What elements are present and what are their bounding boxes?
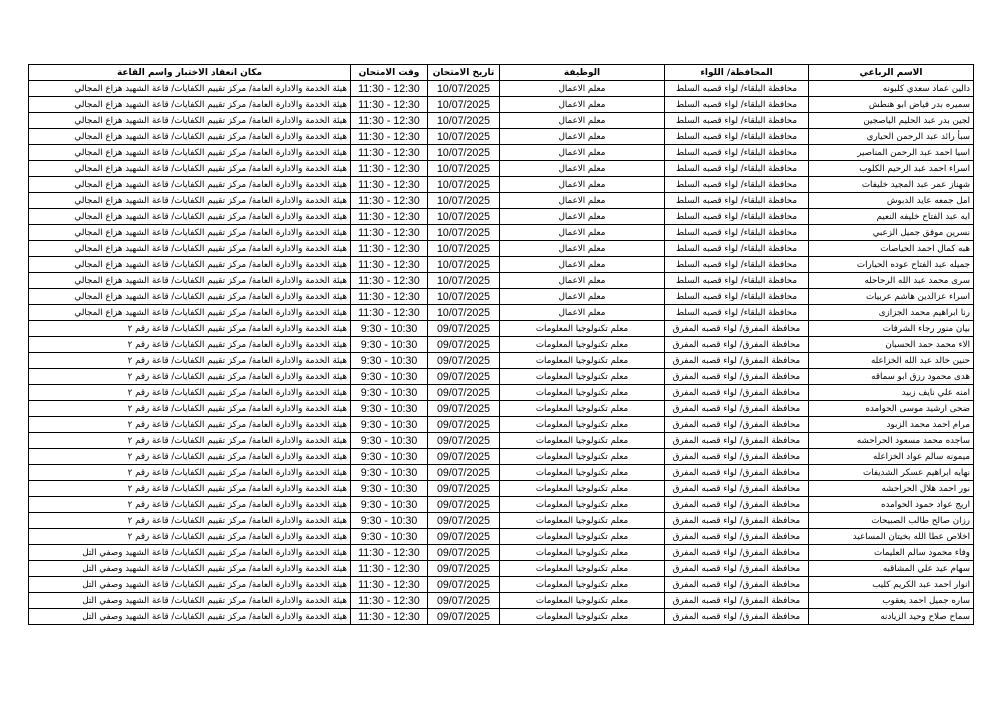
cell-exam-time: 9:30 - 10:30 [351, 481, 428, 497]
cell-name: نهايه ابراهيم عسكر الشديفات [809, 465, 974, 481]
cell-governorate: محافظة البلقاء/ لواء قصبه السلط [665, 113, 809, 129]
table-row [29, 145, 974, 161]
cell-exam-date: 09/07/2025 [428, 561, 500, 577]
cell-location: هيئة الخدمة والادارة العامة/ مركز تقييم الكفايات/ قاعة الشهيد هزاع المجالي [29, 129, 351, 145]
cell-name: جميله عبد الفتاح عوده الحيارات [809, 257, 974, 273]
header-name: الاسم الرباعي [809, 65, 974, 81]
cell-location: هيئة الخدمة والادارة العامة/ مركز تقييم الكفايات/ قاعة الشهيد هزاع المجالي [29, 241, 351, 257]
cell-exam-date: 09/07/2025 [428, 433, 500, 449]
cell-name: انوار احمد عبد الكريم كليب [809, 577, 974, 593]
cell-governorate: محافظة المفرق/ لواء قصبه المفرق [665, 449, 809, 465]
cell-location: هيئة الخدمة والادارة العامة/ مركز تقييم الكفايات/ قاعة رقم ٢ [29, 353, 351, 369]
table-row [29, 529, 974, 545]
cell-exam-date: 09/07/2025 [428, 529, 500, 545]
cell-job: معلم الاعمال [500, 129, 665, 145]
cell-exam-date: 09/07/2025 [428, 609, 500, 625]
cell-exam-time: 11:30 - 12:30 [351, 257, 428, 273]
cell-exam-time: 9:30 - 10:30 [351, 513, 428, 529]
cell-name: دالين عماد سعدي كلبونه [809, 81, 974, 97]
cell-location: هيئة الخدمة والادارة العامة/ مركز تقييم الكفايات/ قاعة الشهيد وصفي التل [29, 577, 351, 593]
cell-exam-time: 9:30 - 10:30 [351, 353, 428, 369]
cell-name: وفاء محمود سالم العليمات [809, 545, 974, 561]
cell-job: معلم تكنولوجيا المعلومات [500, 417, 665, 433]
cell-name: رنا ابراهيم محمد الجزازى [809, 305, 974, 321]
cell-location: هيئة الخدمة والادارة العامة/ مركز تقييم الكفايات/ قاعة الشهيد وصفي التل [29, 593, 351, 609]
table-row [29, 577, 974, 593]
cell-exam-date: 10/07/2025 [428, 289, 500, 305]
cell-exam-date: 10/07/2025 [428, 273, 500, 289]
cell-name: لجين بدر عبد الحليم الياصجين [809, 113, 974, 129]
header-row [29, 65, 974, 81]
table-row [29, 257, 974, 273]
cell-name: امنه علي نايف زبيد [809, 385, 974, 401]
cell-exam-date: 10/07/2025 [428, 209, 500, 225]
table-row [29, 113, 974, 129]
cell-exam-date: 10/07/2025 [428, 225, 500, 241]
cell-job: معلم تكنولوجيا المعلومات [500, 561, 665, 577]
table-row [29, 449, 974, 465]
cell-name: سميره بدر فياض ابو هنطش [809, 97, 974, 113]
table-row [29, 289, 974, 305]
cell-exam-time: 9:30 - 10:30 [351, 449, 428, 465]
cell-exam-date: 10/07/2025 [428, 177, 500, 193]
cell-job: معلم تكنولوجيا المعلومات [500, 481, 665, 497]
cell-name: سرى محمد عبد الله الرحاحله [809, 273, 974, 289]
cell-name: هدى محمود رزق ابو سماقه [809, 369, 974, 385]
cell-exam-date: 10/07/2025 [428, 257, 500, 273]
cell-exam-time: 11:30 - 12:30 [351, 273, 428, 289]
cell-name: ساره جميل احمد يعقوب [809, 593, 974, 609]
cell-job: معلم تكنولوجيا المعلومات [500, 385, 665, 401]
cell-job: معلم الاعمال [500, 113, 665, 129]
cell-exam-date: 09/07/2025 [428, 593, 500, 609]
cell-location: هيئة الخدمة والادارة العامة/ مركز تقييم الكفايات/ قاعة الشهيد هزاع المجالي [29, 289, 351, 305]
table-row [29, 321, 974, 337]
cell-exam-date: 10/07/2025 [428, 81, 500, 97]
cell-exam-time: 9:30 - 10:30 [351, 337, 428, 353]
table-row [29, 433, 974, 449]
cell-governorate: محافظة المفرق/ لواء قصبه المفرق [665, 481, 809, 497]
cell-location: هيئة الخدمة والادارة العامة/ مركز تقييم الكفايات/ قاعة الشهيد هزاع المجالي [29, 209, 351, 225]
cell-exam-time: 9:30 - 10:30 [351, 401, 428, 417]
cell-exam-time: 11:30 - 12:30 [351, 289, 428, 305]
cell-location: هيئة الخدمة والادارة العامة/ مركز تقييم الكفايات/ قاعة رقم ٢ [29, 529, 351, 545]
cell-governorate: محافظة المفرق/ لواء قصبه المفرق [665, 417, 809, 433]
cell-governorate: محافظة المفرق/ لواء قصبه المفرق [665, 353, 809, 369]
cell-exam-time: 11:30 - 12:30 [351, 97, 428, 113]
cell-location: هيئة الخدمة والادارة العامة/ مركز تقييم الكفايات/ قاعة رقم ٢ [29, 497, 351, 513]
cell-name: هبه كمال احمد الحياصات [809, 241, 974, 257]
cell-exam-date: 10/07/2025 [428, 241, 500, 257]
table-row [29, 209, 974, 225]
cell-location: هيئة الخدمة والادارة العامة/ مركز تقييم الكفايات/ قاعة رقم ٢ [29, 449, 351, 465]
cell-location: هيئة الخدمة والادارة العامة/ مركز تقييم الكفايات/ قاعة الشهيد هزاع المجالي [29, 257, 351, 273]
cell-name: سبأ رائد عبد الرحمن الحياري [809, 129, 974, 145]
cell-exam-time: 11:30 - 12:30 [351, 145, 428, 161]
cell-governorate: محافظة البلقاء/ لواء قصبه السلط [665, 129, 809, 145]
cell-exam-time: 11:30 - 12:30 [351, 225, 428, 241]
cell-exam-time: 11:30 - 12:30 [351, 81, 428, 97]
cell-job: معلم الاعمال [500, 161, 665, 177]
cell-exam-time: 9:30 - 10:30 [351, 433, 428, 449]
cell-job: معلم تكنولوجيا المعلومات [500, 353, 665, 369]
cell-job: معلم الاعمال [500, 289, 665, 305]
cell-job: معلم الاعمال [500, 145, 665, 161]
cell-name: سهام عيد علي المشاقبه [809, 561, 974, 577]
cell-exam-date: 10/07/2025 [428, 113, 500, 129]
cell-governorate: محافظة المفرق/ لواء قصبه المفرق [665, 561, 809, 577]
cell-governorate: محافظة المفرق/ لواء قصبه المفرق [665, 545, 809, 561]
cell-job: معلم الاعمال [500, 193, 665, 209]
cell-job: معلم الاعمال [500, 177, 665, 193]
cell-governorate: محافظة البلقاء/ لواء قصبه السلط [665, 193, 809, 209]
cell-job: معلم الاعمال [500, 257, 665, 273]
cell-exam-time: 9:30 - 10:30 [351, 321, 428, 337]
cell-location: هيئة الخدمة والادارة العامة/ مركز تقييم الكفايات/ قاعة رقم ٢ [29, 481, 351, 497]
cell-location: هيئة الخدمة والادارة العامة/ مركز تقييم الكفايات/ قاعة الشهيد هزاع المجالي [29, 161, 351, 177]
table-row [29, 401, 974, 417]
cell-exam-date: 09/07/2025 [428, 369, 500, 385]
table-row [29, 513, 974, 529]
cell-job: معلم الاعمال [500, 305, 665, 321]
exam-schedule-table [28, 64, 974, 625]
cell-exam-date: 09/07/2025 [428, 481, 500, 497]
cell-job: معلم تكنولوجيا المعلومات [500, 321, 665, 337]
cell-governorate: محافظة المفرق/ لواء قصبه المفرق [665, 577, 809, 593]
cell-exam-date: 10/07/2025 [428, 193, 500, 209]
header-job: الوظيفة [500, 65, 665, 81]
cell-name: اسيا احمد عبد الرحمن المناصير [809, 145, 974, 161]
table-row [29, 337, 974, 353]
table-row [29, 465, 974, 481]
cell-exam-date: 09/07/2025 [428, 513, 500, 529]
cell-exam-time: 11:30 - 12:30 [351, 113, 428, 129]
table-row [29, 273, 974, 289]
cell-location: هيئة الخدمة والادارة العامة/ مركز تقييم الكفايات/ قاعة الشهيد وصفي التل [29, 561, 351, 577]
cell-governorate: محافظة المفرق/ لواء قصبه المفرق [665, 529, 809, 545]
cell-name: بيان منور رجاء الشرفات [809, 321, 974, 337]
cell-governorate: محافظة المفرق/ لواء قصبه المفرق [665, 401, 809, 417]
cell-name: مرام احمد محمد الزبود [809, 417, 974, 433]
cell-exam-date: 09/07/2025 [428, 401, 500, 417]
cell-name: نسرين موفق جميل الزعبي [809, 225, 974, 241]
cell-governorate: محافظة البلقاء/ لواء قصبه السلط [665, 177, 809, 193]
cell-governorate: محافظة المفرق/ لواء قصبه المفرق [665, 337, 809, 353]
cell-job: معلم الاعمال [500, 273, 665, 289]
cell-governorate: محافظة البلقاء/ لواء قصبه السلط [665, 209, 809, 225]
cell-exam-time: 11:30 - 12:30 [351, 593, 428, 609]
cell-exam-date: 10/07/2025 [428, 129, 500, 145]
table-row [29, 225, 974, 241]
cell-governorate: محافظة البلقاء/ لواء قصبه السلط [665, 289, 809, 305]
cell-exam-time: 11:30 - 12:30 [351, 161, 428, 177]
cell-governorate: محافظة البلقاء/ لواء قصبه السلط [665, 81, 809, 97]
cell-location: هيئة الخدمة والادارة العامة/ مركز تقييم الكفايات/ قاعة رقم ٢ [29, 385, 351, 401]
cell-exam-time: 9:30 - 10:30 [351, 385, 428, 401]
header-location: مكان انعقاد الاختبار واسم القاعة [29, 65, 351, 81]
cell-exam-time: 11:30 - 12:30 [351, 561, 428, 577]
table-row [29, 161, 974, 177]
cell-location: هيئة الخدمة والادارة العامة/ مركز تقييم الكفايات/ قاعة رقم ٢ [29, 513, 351, 529]
cell-governorate: محافظة المفرق/ لواء قصبه المفرق [665, 321, 809, 337]
table-row [29, 561, 974, 577]
cell-location: هيئة الخدمة والادارة العامة/ مركز تقييم الكفايات/ قاعة الشهيد هزاع المجالي [29, 193, 351, 209]
cell-name: رزان صالح طالب الصبيحات [809, 513, 974, 529]
cell-name: اريج عواد حمود الحوامده [809, 497, 974, 513]
table-row [29, 193, 974, 209]
cell-location: هيئة الخدمة والادارة العامة/ مركز تقييم الكفايات/ قاعة رقم ٢ [29, 401, 351, 417]
cell-exam-date: 10/07/2025 [428, 145, 500, 161]
cell-job: معلم الاعمال [500, 209, 665, 225]
cell-location: هيئة الخدمة والادارة العامة/ مركز تقييم الكفايات/ قاعة الشهيد وصفي التل [29, 545, 351, 561]
table-row [29, 593, 974, 609]
cell-exam-date: 09/07/2025 [428, 449, 500, 465]
cell-governorate: محافظة المفرق/ لواء قصبه المفرق [665, 369, 809, 385]
cell-job: معلم تكنولوجيا المعلومات [500, 497, 665, 513]
header-governorate: المحافظة/ اللواء [665, 65, 809, 81]
cell-name: ميمونه سالم عواد الخزاعله [809, 449, 974, 465]
cell-governorate: محافظة المفرق/ لواء قصبه المفرق [665, 497, 809, 513]
cell-job: معلم تكنولوجيا المعلومات [500, 465, 665, 481]
cell-job: معلم الاعمال [500, 241, 665, 257]
table-row [29, 545, 974, 561]
cell-job: معلم تكنولوجيا المعلومات [500, 593, 665, 609]
cell-exam-time: 9:30 - 10:30 [351, 417, 428, 433]
cell-location: هيئة الخدمة والادارة العامة/ مركز تقييم الكفايات/ قاعة الشهيد هزاع المجالي [29, 177, 351, 193]
table-row [29, 497, 974, 513]
cell-location: هيئة الخدمة والادارة العامة/ مركز تقييم الكفايات/ قاعة رقم ٢ [29, 369, 351, 385]
cell-governorate: محافظة البلقاء/ لواء قصبه السلط [665, 241, 809, 257]
cell-governorate: محافظة المفرق/ لواء قصبه المفرق [665, 465, 809, 481]
cell-name: اسراء احمد عبد الرحيم الكلوب [809, 161, 974, 177]
cell-name: الاء محمد حمد الحسبان [809, 337, 974, 353]
cell-exam-date: 09/07/2025 [428, 497, 500, 513]
cell-job: معلم تكنولوجيا المعلومات [500, 449, 665, 465]
cell-location: هيئة الخدمة والادارة العامة/ مركز تقييم الكفايات/ قاعة الشهيد هزاع المجالي [29, 145, 351, 161]
cell-exam-date: 09/07/2025 [428, 545, 500, 561]
cell-governorate: محافظة البلقاء/ لواء قصبه السلط [665, 97, 809, 113]
cell-job: معلم تكنولوجيا المعلومات [500, 609, 665, 625]
table-row [29, 305, 974, 321]
cell-governorate: محافظة المفرق/ لواء قصبه المفرق [665, 513, 809, 529]
cell-exam-time: 9:30 - 10:30 [351, 529, 428, 545]
cell-exam-date: 09/07/2025 [428, 321, 500, 337]
table-row [29, 81, 974, 97]
cell-governorate: محافظة البلقاء/ لواء قصبه السلط [665, 273, 809, 289]
cell-exam-time: 9:30 - 10:30 [351, 465, 428, 481]
cell-exam-time: 11:30 - 12:30 [351, 305, 428, 321]
cell-job: معلم الاعمال [500, 97, 665, 113]
cell-governorate: محافظة البلقاء/ لواء قصبه السلط [665, 257, 809, 273]
cell-governorate: محافظة البلقاء/ لواء قصبه السلط [665, 305, 809, 321]
cell-exam-time: 11:30 - 12:30 [351, 193, 428, 209]
cell-exam-time: 11:30 - 12:30 [351, 129, 428, 145]
cell-exam-date: 09/07/2025 [428, 337, 500, 353]
cell-name: اخلاص عطا الله بخيتان المساعيد [809, 529, 974, 545]
cell-location: هيئة الخدمة والادارة العامة/ مركز تقييم الكفايات/ قاعة رقم ٢ [29, 417, 351, 433]
cell-exam-time: 11:30 - 12:30 [351, 241, 428, 257]
cell-location: هيئة الخدمة والادارة العامة/ مركز تقييم الكفايات/ قاعة رقم ٢ [29, 433, 351, 449]
cell-exam-date: 09/07/2025 [428, 353, 500, 369]
cell-name: ساجده محمد مسعود الحراحشه [809, 433, 974, 449]
cell-exam-time: 11:30 - 12:30 [351, 577, 428, 593]
cell-name: سماح صلاح وحيد الزيادنه [809, 609, 974, 625]
cell-location: هيئة الخدمة والادارة العامة/ مركز تقييم الكفايات/ قاعة رقم ٢ [29, 337, 351, 353]
table-row [29, 129, 974, 145]
cell-job: معلم تكنولوجيا المعلومات [500, 513, 665, 529]
cell-location: هيئة الخدمة والادارة العامة/ مركز تقييم الكفايات/ قاعة الشهيد هزاع المجالي [29, 305, 351, 321]
cell-location: هيئة الخدمة والادارة العامة/ مركز تقييم الكفايات/ قاعة رقم ٢ [29, 465, 351, 481]
cell-exam-date: 09/07/2025 [428, 385, 500, 401]
cell-governorate: محافظة المفرق/ لواء قصبه المفرق [665, 593, 809, 609]
table-row [29, 97, 974, 113]
cell-job: معلم تكنولوجيا المعلومات [500, 545, 665, 561]
table-row [29, 353, 974, 369]
cell-name: نور احمد هلال الحراحشه [809, 481, 974, 497]
cell-name: ايه عبد الفتاح خليفه النعيم [809, 209, 974, 225]
cell-name: شهناز عمر عبد المجيد خليفات [809, 177, 974, 193]
cell-governorate: محافظة المفرق/ لواء قصبه المفرق [665, 385, 809, 401]
table-row [29, 369, 974, 385]
header-exam-time: وقت الامتحان [351, 65, 428, 81]
cell-job: معلم تكنولوجيا المعلومات [500, 337, 665, 353]
cell-exam-time: 9:30 - 10:30 [351, 369, 428, 385]
cell-location: هيئة الخدمة والادارة العامة/ مركز تقييم الكفايات/ قاعة الشهيد هزاع المجالي [29, 81, 351, 97]
cell-exam-date: 10/07/2025 [428, 97, 500, 113]
table-row [29, 417, 974, 433]
cell-name: ضحى ارشيد موسى الحوامده [809, 401, 974, 417]
cell-exam-date: 09/07/2025 [428, 465, 500, 481]
cell-exam-time: 9:30 - 10:30 [351, 497, 428, 513]
cell-location: هيئة الخدمة والادارة العامة/ مركز تقييم الكفايات/ قاعة الشهيد وصفي التل [29, 609, 351, 625]
cell-job: معلم تكنولوجيا المعلومات [500, 369, 665, 385]
cell-job: معلم تكنولوجيا المعلومات [500, 401, 665, 417]
cell-name: حنين خالد عبد الله الخزاعله [809, 353, 974, 369]
header-exam-date: تاريخ الامتحان [428, 65, 500, 81]
table-row [29, 481, 974, 497]
cell-governorate: محافظة البلقاء/ لواء قصبه السلط [665, 225, 809, 241]
cell-governorate: محافظة المفرق/ لواء قصبه المفرق [665, 433, 809, 449]
cell-governorate: محافظة المفرق/ لواء قصبه المفرق [665, 609, 809, 625]
cell-exam-time: 11:30 - 12:30 [351, 609, 428, 625]
cell-exam-date: 10/07/2025 [428, 161, 500, 177]
cell-name: امل جمعه عايد الدبوش [809, 193, 974, 209]
cell-exam-time: 11:30 - 12:30 [351, 545, 428, 561]
cell-location: هيئة الخدمة والادارة العامة/ مركز تقييم الكفايات/ قاعة الشهيد هزاع المجالي [29, 273, 351, 289]
table-row [29, 609, 974, 625]
cell-exam-date: 09/07/2025 [428, 577, 500, 593]
cell-governorate: محافظة البلقاء/ لواء قصبه السلط [665, 161, 809, 177]
cell-job: معلم الاعمال [500, 225, 665, 241]
cell-exam-time: 11:30 - 12:30 [351, 177, 428, 193]
table-row [29, 385, 974, 401]
cell-location: هيئة الخدمة والادارة العامة/ مركز تقييم الكفايات/ قاعة رقم ٢ [29, 321, 351, 337]
cell-name: اسراء عزالدين هاشم عربيات [809, 289, 974, 305]
table-row [29, 177, 974, 193]
cell-job: معلم الاعمال [500, 81, 665, 97]
cell-job: معلم تكنولوجيا المعلومات [500, 433, 665, 449]
cell-exam-time: 11:30 - 12:30 [351, 209, 428, 225]
table-row [29, 241, 974, 257]
cell-exam-date: 10/07/2025 [428, 305, 500, 321]
cell-governorate: محافظة البلقاء/ لواء قصبه السلط [665, 145, 809, 161]
cell-exam-date: 09/07/2025 [428, 417, 500, 433]
cell-location: هيئة الخدمة والادارة العامة/ مركز تقييم الكفايات/ قاعة الشهيد هزاع المجالي [29, 225, 351, 241]
cell-location: هيئة الخدمة والادارة العامة/ مركز تقييم الكفايات/ قاعة الشهيد هزاع المجالي [29, 113, 351, 129]
cell-job: معلم تكنولوجيا المعلومات [500, 529, 665, 545]
cell-location: هيئة الخدمة والادارة العامة/ مركز تقييم الكفايات/ قاعة الشهيد هزاع المجالي [29, 97, 351, 113]
cell-job: معلم تكنولوجيا المعلومات [500, 577, 665, 593]
